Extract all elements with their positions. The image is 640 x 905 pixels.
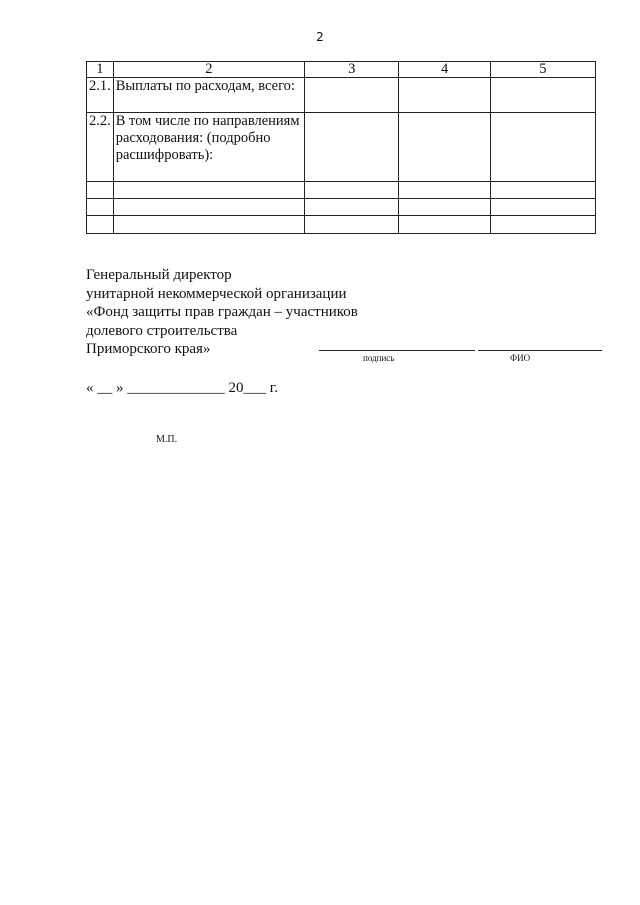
- table-header-cell: 3: [305, 62, 399, 78]
- name-caption: ФИО: [510, 353, 531, 363]
- table-cell: [305, 216, 399, 234]
- signature-caption: подпись: [363, 353, 395, 363]
- table-header-cell: 2: [113, 62, 304, 78]
- table-cell: [399, 78, 490, 113]
- date-field: « __ » _____________ 20___ г.: [86, 380, 278, 396]
- name-line: [478, 350, 602, 351]
- table-cell: [305, 182, 399, 199]
- signatory-organization: Приморского края»: [86, 341, 211, 357]
- table-cell: [113, 216, 304, 234]
- table-cell: [399, 199, 490, 216]
- table-cell: [87, 216, 114, 234]
- row-description: Выплаты по расходам, всего:: [113, 78, 304, 113]
- table-cell: [305, 199, 399, 216]
- table-row: [87, 216, 596, 234]
- row-number: 2.1.: [87, 78, 114, 113]
- row-number: 2.2.: [87, 113, 114, 182]
- table-header-cell: 5: [490, 62, 595, 78]
- table-cell: [305, 113, 399, 182]
- table-cell: [490, 199, 595, 216]
- signatory-position: Генеральный директор: [86, 267, 232, 283]
- table-cell: [113, 199, 304, 216]
- signatory-organization: унитарной некоммерческой организации: [86, 285, 347, 302]
- table-cell: [490, 113, 595, 182]
- table-cell: [399, 216, 490, 234]
- table-cell: [490, 78, 595, 113]
- table-cell: [399, 113, 490, 182]
- table-header-cell: 4: [399, 62, 490, 78]
- table-cell: [113, 182, 304, 199]
- signatory-organization: долевого строительства: [86, 322, 238, 339]
- page-number: 2: [316, 30, 324, 44]
- table-cell: [490, 216, 595, 234]
- table-cell: [490, 182, 595, 199]
- table-header-cell: 1: [87, 62, 114, 78]
- table-row: [87, 182, 596, 199]
- table-header-row: [87, 62, 596, 78]
- expenses-table: [86, 61, 596, 234]
- table-row: [87, 199, 596, 216]
- signature-line: [319, 350, 475, 351]
- stamp-placeholder: М.П.: [156, 434, 178, 445]
- table-cell: [87, 182, 114, 199]
- table-row: [87, 78, 596, 113]
- signatory-organization: «Фонд защиты прав граждан – участников: [86, 304, 358, 320]
- table-cell: [305, 78, 399, 113]
- signatory-block: [86, 266, 358, 359]
- table-cell: [87, 199, 114, 216]
- row-description: В том числе по направлениям расходования: (подробно расшифровать):: [113, 113, 304, 182]
- table-cell: [399, 182, 490, 199]
- table-row: [87, 113, 596, 182]
